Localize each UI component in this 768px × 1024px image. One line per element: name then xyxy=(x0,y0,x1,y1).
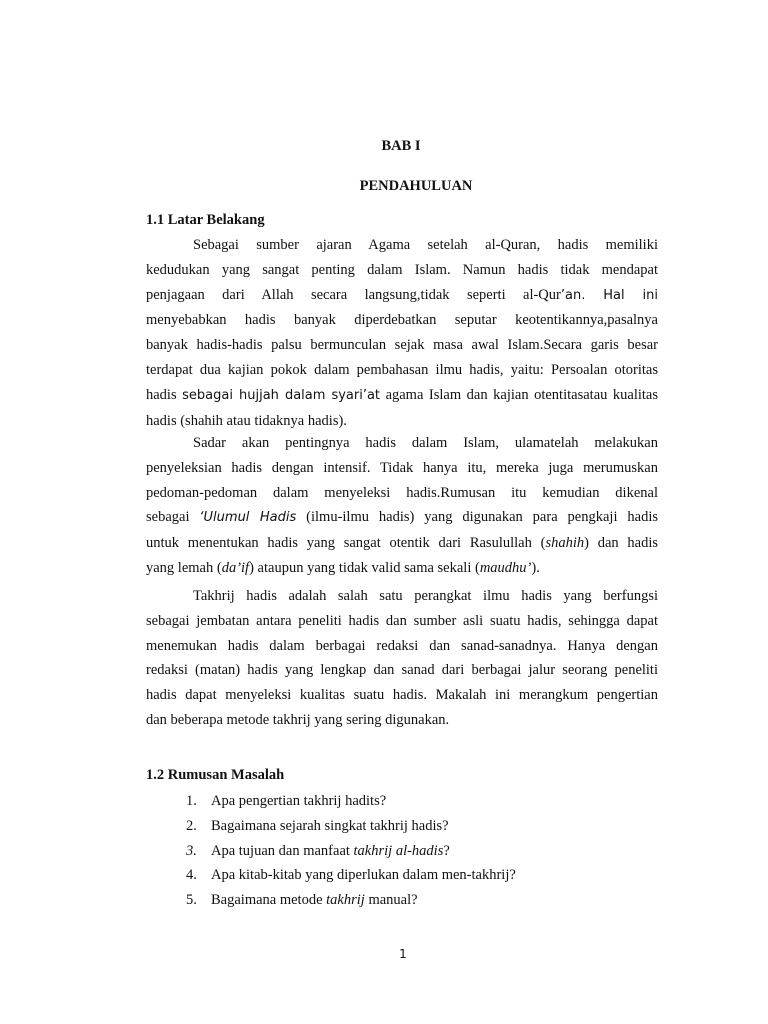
list-item xyxy=(186,789,516,814)
text-line: penjagaan dari Allah secara langsung,tidak seperti al-Qur’an. Hal ini xyxy=(146,286,658,303)
paragraph-2 xyxy=(146,431,658,581)
list-item xyxy=(186,839,516,864)
page-number: 1 xyxy=(399,947,407,961)
text-line: menyebabkan hadis banyak diperdebatkan seputar keotentikannya,pasalnya xyxy=(146,312,658,329)
text-line: banyak hadis-hadis palsu bermunculan sejak masa awal Islam.Secara garis besar xyxy=(146,337,658,354)
list-item xyxy=(186,814,516,839)
text-line: Takhrij hadis adalah salah satu perangkat ilmu hadis yang berfungsi xyxy=(193,588,658,604)
list-item-text-italic: takhrij al-hadis xyxy=(353,842,444,859)
list-item-text: Apa pengertian takhrij hadits? xyxy=(211,793,387,809)
text-line: sebagai ‘Ulumul Hadis (ilmu-ilmu hadis) yang digunakan para pengkaji hadis xyxy=(146,509,659,526)
list-item-text: manual? xyxy=(364,892,418,909)
research-questions-list xyxy=(186,789,516,913)
section-heading-latar-belakang: 1.1 Latar Belakang xyxy=(146,212,265,228)
text-line: Sadar akan pentingnya hadis dalam Islam, ulamatelah melakukan xyxy=(193,435,658,451)
paragraph-3 xyxy=(146,584,658,733)
chapter-number: BAB I xyxy=(381,138,421,154)
list-item xyxy=(186,863,516,888)
list-item-number: 1. xyxy=(186,793,197,809)
list-item-number: 4. xyxy=(186,867,197,884)
list-item xyxy=(186,888,516,913)
list-item-number: 5. xyxy=(186,892,197,909)
text-line: pedoman-pedoman dalam menyeleksi hadis.Rumusan itu kemudian dikenal xyxy=(146,484,658,501)
text-line: untuk menentukan hadis yang sangat otentik dari Rasulullah (shahih) dan hadis xyxy=(146,535,658,552)
text-line: Sebagai sumber ajaran Agama setelah al-Quran, hadis memiliki xyxy=(193,237,658,253)
list-item-text: Bagaimana sejarah singkat takhrij hadis? xyxy=(211,817,449,834)
text-line: dan beberapa metode takhrij yang sering digunakan. xyxy=(146,711,450,728)
chapter-title: PENDAHULUAN xyxy=(359,178,473,194)
text-line: redaksi (matan) hadis yang lengkap dan sanad dari berbagai jalur seorang peneliti xyxy=(146,662,658,679)
section-heading-rumusan-masalah: 1.2 Rumusan Masalah xyxy=(146,767,285,783)
text-line: hadis dapat menyeleksi kualitas suatu hadis. Makalah ini merangkum pengertian xyxy=(146,687,658,704)
text-line: menemukan hadis dalam berbagai redaksi dan sanad-sanadnya. Hanya dengan xyxy=(146,637,658,654)
text-line: sebagai jembatan antara peneliti hadis dan sumber asli suatu hadis, sehingga dapat xyxy=(146,612,658,629)
list-item-text: Apa kitab-kitab yang diperlukan dalam men-takhrij? xyxy=(211,867,516,884)
text-line: terdapat dua kajian pokok dalam pembahasan ilmu hadis, yaitu: Persoalan otoritas xyxy=(146,361,658,378)
list-item-number: 2. xyxy=(186,817,197,834)
text-line: penyeleksian hadis dengan intensif. Tidak hanya itu, mereka juga merumuskan xyxy=(146,459,658,476)
list-item-text: ? xyxy=(443,842,450,859)
text-line: yang lemah (da’if) ataupun yang tidak valid sama sekali (maudhu’). xyxy=(146,559,540,576)
paragraph-1 xyxy=(146,233,658,433)
list-item-text-italic: takhrij xyxy=(326,892,365,909)
text-line: hadis (shahih atau tidaknya hadis). xyxy=(146,412,347,429)
list-item-number: 3. xyxy=(186,842,197,859)
list-item-text: Bagaimana metode xyxy=(211,892,327,909)
list-item-text: Apa tujuan dan manfaat xyxy=(211,842,354,859)
text-line: hadis sebagai hujjah dalam syari’at agama Islam dan kajian otentitasatau kualitas xyxy=(146,386,659,403)
text-line: kedudukan yang sangat penting dalam Islam. Namun hadis tidak mendapat xyxy=(146,261,658,278)
